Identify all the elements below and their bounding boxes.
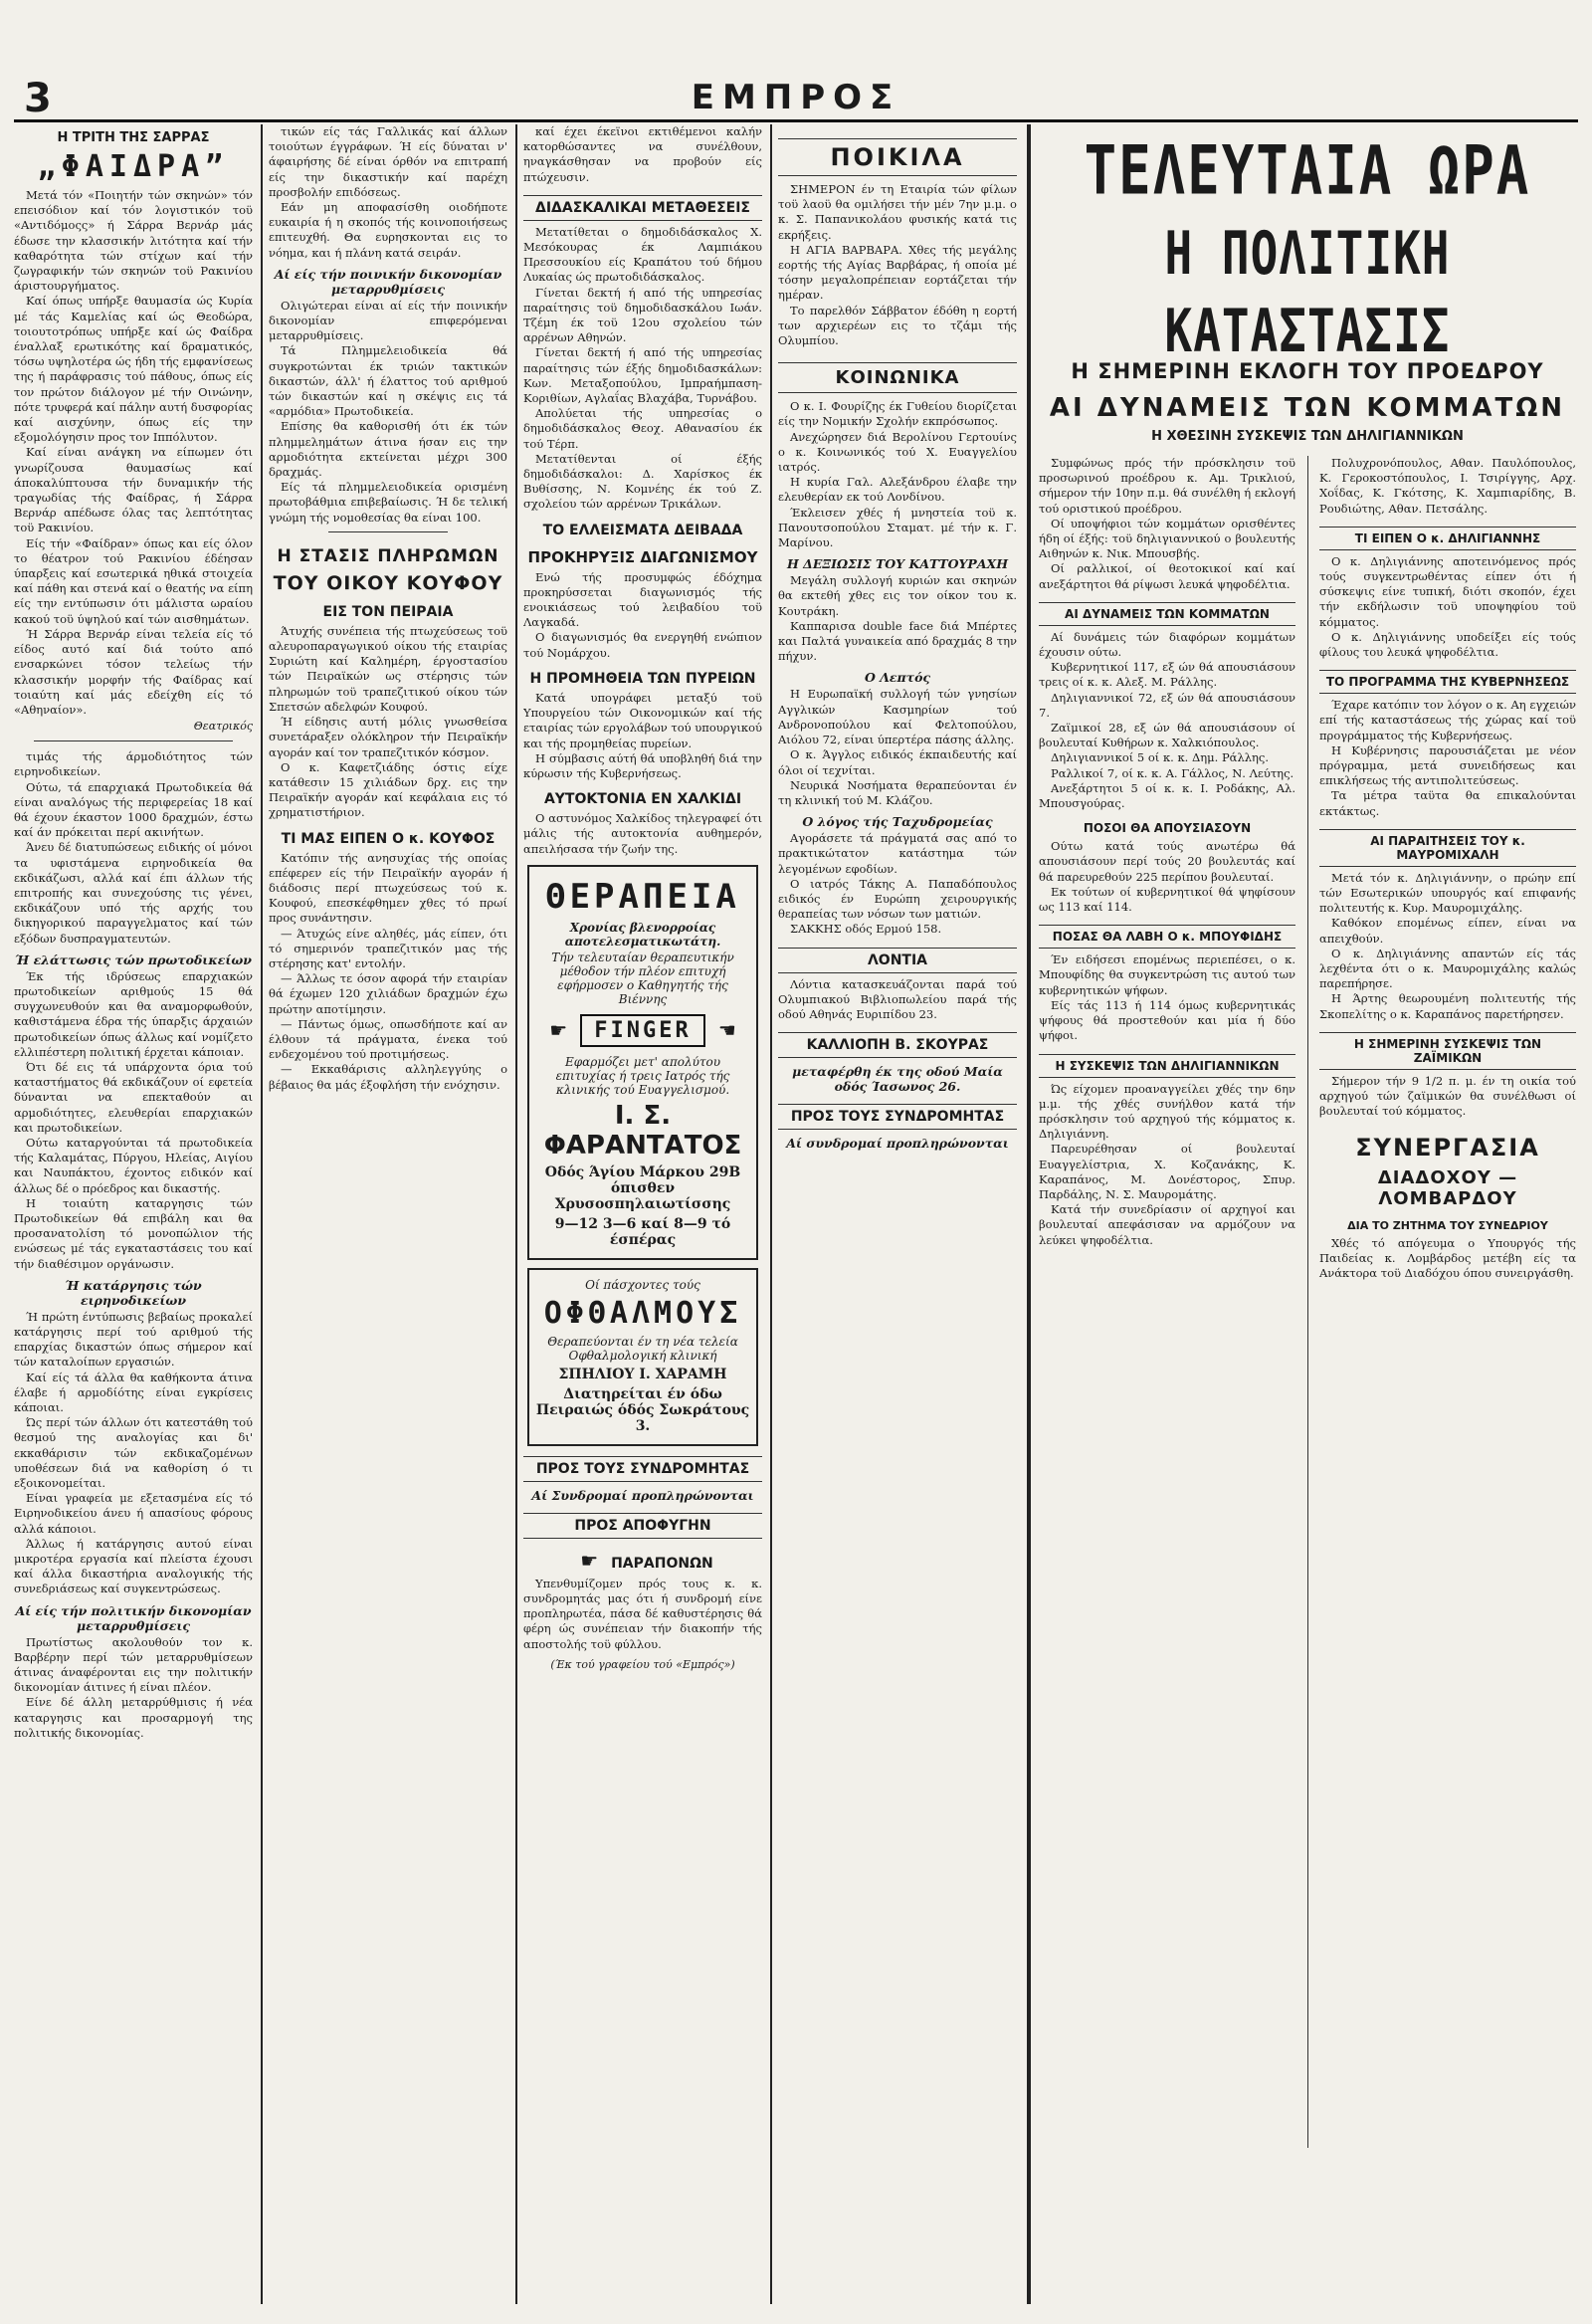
paragraph: Μετατίθεται ο δημοδιδάσκαλος Χ. Μεσόκουρας έκ Λαμπιάκου Πρεσσουκίου είς Κραπάτου τού δήμου Λυκαίας ώς πρωτοδιδάσκαλος. bbox=[523, 224, 762, 285]
paragraph: Δηλιγιαννικοί 5 οί κ. κ. Δημ. Ράλλης. bbox=[1051, 750, 1270, 765]
section-heading: ΑΙ ΠΑΡΑΙΤΗΣΕΙΣ ΤΟΥ κ. ΜΑΥΡΟΜΙΧΑΛΗ bbox=[1319, 829, 1576, 867]
ad-name: ΣΠΗΛΙΟΥ Ι. ΧΑΡΑΜΗ bbox=[558, 1366, 727, 1382]
paragraph: Ο κ. Καφετζιάδης όστις είχε κατάθεσιν 15 χιλιάδων δρχ. εις την Πειραϊκήν αγοράν καί κεφάλαια εις τό χρηματιστήριον. bbox=[269, 759, 507, 820]
section-heading: ΤΙ ΜΑΣ ΕΙΠΕΝ Ο κ. ΚΟΥΦΟΣ bbox=[281, 830, 496, 847]
column-rule-thick bbox=[1027, 124, 1031, 2304]
paragraph: Δηλιγιαννικοί 72, εξ ών θά απουσιάσουν 7. bbox=[1039, 690, 1295, 720]
paragraph: — Άλλως τε όσον αφορά τήν εταιρίαν θά έχωμεν 120 χιλιάδων δραχμών έχω πρώτην αποτίμησιν. bbox=[269, 971, 507, 1016]
paragraph: Κυβερνητικοί 117, εξ ών θά απουσιάσουν τρεις οί κ. κ. Αλεξ. Μ. Ράλλης. bbox=[1039, 660, 1295, 690]
column-3 bbox=[523, 124, 762, 2304]
paragraph: Η κυρία Γαλ. Αλεξάνδρου έλαβε την ελευθερίαν εκ τού Λονδίνου. bbox=[778, 475, 1017, 505]
section-heading: Η ΔΕΞΙΩΣΙΣ ΤΟΥ ΚΑΤΤΟΥΡΑΧΗ bbox=[786, 556, 1009, 572]
paragraph: Καθόκον επομένως είπεν, είναι να απειχθούν. bbox=[1319, 916, 1576, 946]
ad-text: Εφαρμόζει μετ' απολύτου επιτυχίας ή τρεις Ιατρός τής κλινικής τού Ευαγγελισμού. bbox=[555, 1054, 730, 1097]
paragraph: Τα μέτρα ταϋτα θα επικαλούνται εκτάκτως. bbox=[1319, 788, 1576, 818]
separator bbox=[34, 740, 233, 741]
paragraph: Ο κ. Δηλιγιάννης υποδείξει είς τούς φίλους του λευκά ψηφοδέλτια. bbox=[1319, 629, 1576, 660]
paragraph: Είς τά πλημμελειοδικεία ορισμένη πρωτοβάθμια επιβεβαίωσις. Ή δε τελική γνώμη τής νομοθεσίας θα είναι 100. bbox=[269, 480, 507, 525]
advertisement bbox=[527, 865, 758, 1260]
section-heading: Η ΣΗΜΕΡΙΝΗ ΣΥΣΚΕΨΙΣ ΤΩΝ ΖΑΪΜΙΚΩΝ bbox=[1319, 1032, 1576, 1070]
article-headline: ΤΟ ΕΛΛΕΙΣΜΑΤΑ ΔΕΙΒΑΔΑ bbox=[542, 522, 743, 538]
paragraph: Νευρικά Νοσήματα θεραπεύονται έν τη κλινική τού Μ. Κλάζου. bbox=[778, 777, 1017, 807]
notice-heading-text: ΠΑΡΑΠΟΝΩΝ bbox=[611, 1555, 713, 1572]
paragraph: Υπενθυμίζομεν πρός τους κ. κ. συνδρομητάς μας ότι ή συνδρομή είνε προπληρωτέα, πάσα δέ καθυστέρησις θά φέρη ώς συνέπειαν τήν διακοπήν τής αποστολής τοϋ φύλλου. bbox=[523, 1576, 762, 1651]
article-headline: Η ΠΡΟΜΗΘΕΙΑ ΤΩΝ ΠΥΡΕΙΩΝ bbox=[529, 670, 756, 687]
paragraph: Η Κυβέρνησις παρουσιάζεται με νέον πρόγραμμα, μετά συνειδήσεως και επικλήσεως τής αντιπολιτεύσεως. bbox=[1319, 742, 1576, 788]
section-heading: Αί είς τήν πολιτικήν δικονομίαν μεταρρυθμίσεις bbox=[15, 1602, 252, 1633]
paragraph: τικών είς τάς Γαλλικάς καί άλλων τοιούτων έγγράφων. Ή είς δύναται ν' άφαιρήσης δέ είναι όρθόν να επιτραπή είς την δικαστικήν καί παρέχη προσβολήν επιδόσεως. bbox=[269, 124, 507, 199]
paragraph: Ο κ. Δηλιγιάννης αποτεινόμενος πρός τούς συγκεντρωθέντας είπεν ότι ή σύσκεψις είνε τυπική, διότι σκοπόν, έχει τήν εκδήλωσιν τοϋ υποψηφίου τοϋ κόμματος. bbox=[1319, 553, 1576, 629]
paragraph: Άνευ δέ διατυπώσεως ειδικής οί μόνοι τα υφιστάμενα ειρηνοδικεία θα εκδικάζωσι, αλλά καί έπι άλλων τής επιτροπής και συνεχούσης τις γένει, εκδικάζουν υπό τής αρχής του δικηγορικού παραγγελματος καί τών εξόδων δυσπραγματευτών. bbox=[14, 840, 253, 946]
paragraph: Ο κ. Άγγλος ειδικός έκπαιδευτής καί όλοι οί τεχνίται. bbox=[778, 747, 1017, 777]
paragraph: Η Άρτης θεωρουμένη πολιτευτής τής Σκοπελίτης ο κ. Καραπάνος παρετήρησεν. bbox=[1319, 991, 1576, 1021]
notice-subheading: Αί Συνδρομαί προπληρώνονται bbox=[531, 1487, 754, 1503]
paragraph: Αί δυνάμεις τών διαφόρων κομμάτων έχουσιν ούτω. bbox=[1039, 629, 1295, 660]
paragraph: Παρευρέθησαν οί βουλευταί Ευαγγελίστρια, Χ. Κοζανάκης, Κ. Καραπάνος, Μ. Δονέστορος, Σπυρ. Παρδάλης, Ν. Σ. Μαυρομάτης. bbox=[1039, 1142, 1295, 1201]
sub-headline: Η ΧΘΕΣΙΝΗ ΣΥΣΚΕΨΙΣ ΤΩΝ ΔΗΛΙΓΙΑΝΝΙΚΩΝ bbox=[1151, 429, 1464, 444]
paragraph: Μετά τόν κ. Δηλιγιάννην, ο πρώην επί τών Εσωτερικών υπουργός καί επιφανής πολιτευτής κ. Κυρ. Μαυρομιχάλης. bbox=[1319, 870, 1576, 916]
paragraph: Ανεξάρτητοι 5 οί κ. κ. Ι. Ροδάκης, Αλ. Μπουσγούρας. bbox=[1039, 780, 1295, 811]
paragraph: — Πάντως όμως, οπωσδήποτε καί αν έλθουν τά πράγματα, ένεκα τού ενδεχομένου τού προτιμήσεως. bbox=[269, 1016, 507, 1062]
paper-name: ΕΜΠΡΟΣ bbox=[691, 78, 901, 117]
article-subheadline: ΔΙΑ ΤΟ ΖΗΤΗΜΑ ΤΟΥ ΣΥΝΕΔΡΙΟΥ bbox=[1347, 1218, 1548, 1232]
article-headline: ΠΡΟΚΗΡΥΞΙΣ ΔΙΑΓΩΝΙΣΜΟΥ bbox=[527, 547, 758, 566]
paragraph: — Άτυχώς είνε αληθές, μάς είπεν, ότι τό σημερινόν τραπεζιτικόν μας τής στέρησης κατ' εντολήν. bbox=[269, 926, 507, 970]
notice-heading: ΠΡΟΣ ΑΠΟΦΥΓΗΝ bbox=[523, 1513, 762, 1539]
paragraph: Τά Πλημμελειοδικεία θά συγκροτώνται έκ τριών τακτικών δικαστών, άλλ' ή έλαττος τού αριθμού τών δικαστών καί η σκέψις εις τά «αρμόδια» Πρωτοδικεία. bbox=[269, 343, 507, 419]
main-headline: Η ΠΟΛΙΤΙΚΗ ΚΑΤΑΣΤΑΣΙΣ bbox=[1164, 217, 1451, 366]
paragraph: Ανεχώρησεν διά Βερολίνου Γερτουίνς ο κ. Κοινωνικός τού Χ. Ευαγγελίου ιατρός. bbox=[778, 429, 1017, 475]
paragraph: Απολύεται τής υπηρεσίας ο δημοδιδάσκαλος Θεοχ. Αθανασίου έκ τού Τέρπ. bbox=[523, 406, 762, 451]
notice-heading bbox=[523, 1549, 762, 1573]
paragraph: — Εκκαθάρισις αλληλεγγύης ο βέβαιος θα μάς έξοφλήση τήν ενόχησιν. bbox=[269, 1062, 507, 1092]
paragraph: Ότι δέ εις τά υπάρχοντα όρια τού καταστήματος θά εκδικάζουν οί εφετεία δύνανται να επεκταθούν αι αρμοδιότητες, ελευθερίαι επαρχιακών και πρωτοδικείων. bbox=[14, 1059, 253, 1135]
paragraph: Πρωτίστως ακολουθούν τον κ. Βαρβέρην περί τών μεταρρυθμίσεων άτινας άναφέρονται εις την πολιτικήν δικονομίαν άιτινες ή είναι πλέον. bbox=[14, 1634, 253, 1695]
pointing-hand-icon: ☛ bbox=[580, 1548, 599, 1573]
article-title: „ΦΑΙΔΡΑ” bbox=[37, 149, 230, 184]
notice-subheading: Αί συνδρομαί προπληρώνονται bbox=[786, 1136, 1009, 1152]
paragraph: Είνε δέ άλλη μεταρρύθμισις ή νέα καταργησις και προσαρμογή της πολιτικής δικονομίας. bbox=[14, 1695, 253, 1740]
notice-heading: ΠΡΟΣ ΤΟΥΣ ΣΥΝΔΡΟΜΗΤΑΣ bbox=[523, 1456, 762, 1482]
paragraph: Ούτω, τά επαρχιακά Πρωτοδικεία θά είναι αναλόγως τής περιφερείας 18 καί θά έχουν έκαστον 1000 δραχμών, έστω καί άν πρόκειται περί ακινήτων. bbox=[14, 779, 253, 840]
pointing-hand-icon: ☛ bbox=[549, 1017, 568, 1042]
paragraph: Καί είναι ανάγκη να είπωμεν ότι γνωρίζουσα θαυμασίως καί άποκαλύπτουσα τήν δυναμικήν τής τραγωδίας τής Φαίδρας, ή Σάρρα Βερνάρ απέδωσε όλας τας λεπτότητας τοϋ Ρακινίου. bbox=[14, 445, 253, 535]
paragraph: Μετατίθενται οί έξής δημοδιδάσκαλοι: Δ. Χαρίσκος έκ Βυθίσσης, Ν. Κομνέης έκ τού Ζ. σχολείου τών αρρένων Τρικάλων. bbox=[523, 451, 762, 512]
column-1 bbox=[14, 124, 253, 2304]
column-4 bbox=[778, 124, 1017, 2304]
main-headline: ΤΕΛΕΥΤΑΙΑ ΩΡΑ bbox=[1084, 130, 1531, 210]
section-heading: Ο Λεπτός bbox=[864, 670, 931, 686]
paragraph: ΣΑΚΚΗΣ οδός Ερμού 158. bbox=[790, 922, 942, 937]
notice-source: (Έκ τού γραφείου τού «Εμπρός») bbox=[550, 1657, 735, 1671]
paragraph: Ο κ. Δηλιγιάννης απαντών είς τάς λεχθέντα ότι ο κ. Μαυρομιχάλης καλώς παρεπήρησε. bbox=[1319, 946, 1576, 991]
paragraph: Κατά τήν συνεδρίασιν οί αρχηγοί και βουλευταί απεφάσισαν να αρμόζουν να λεύκει ψηφοδέλτια. bbox=[1039, 1202, 1295, 1247]
sub-headline: Η ΣΗΜΕΡΙΝΗ ΕΚΛΟΓΗ ΤΟΥ ΠΡΟΕΔΡΟΥ bbox=[1071, 359, 1544, 383]
paragraph: Ο κ. Ι. Φουρίζης έκ Γυθείου διορίζεται είς την Νομικήν Σχολήν εκπρόσωπος. bbox=[778, 399, 1017, 429]
article-subheadline: ΕΙΣ ΤΟΝ ΠΕΙΡΑΙΑ bbox=[322, 603, 454, 620]
paragraph: Είναι γραφεία με εξετασμένα είς τό Ειρηνοδικείου άνευ ή απασίους φόρους αλλά κάποιοι. bbox=[14, 1491, 253, 1536]
paragraph: Ζαϊμικοί 28, εξ ών θά απουσιάσουν οί βουλευταί Κυθήρων κ. Χαλκιόπουλος. bbox=[1039, 721, 1295, 750]
paragraph: Κατόπιν τής ανησυχίας τής οποίας επέφερεν είς τήν Πειραϊκήν αγοράν ή διάδοσις περί πτωχεύσεως τού κ. Κουφού, επεσκέφθημεν χθες τό πρωί προς συνάντησιν. bbox=[269, 850, 507, 926]
section-heading: ΠΟΣΟΙ ΘΑ ΑΠΟΥΣΙΑΣΟΥΝ bbox=[1083, 821, 1252, 836]
section-title: ΚΟΙΝΩΝΙΚΑ bbox=[778, 362, 1017, 393]
paragraph: Οί υποψήφιοι τών κομμάτων ορισθέντες ήδη οί έξής: τοϋ δηλιγιαννικού ο βουλευτής Αιθηνών κ. Νικ. Μπουσβής. bbox=[1039, 516, 1295, 561]
ad-heading: ΛΟΝΤΙΑ bbox=[778, 948, 1017, 973]
notice-heading: ΠΡΟΣ ΤΟΥΣ ΣΥΝΔΡΟΜΗΤΑΣ bbox=[778, 1104, 1017, 1130]
article-kicker: Η ΤΡΙΤΗ ΤΗΣ ΣΑΡΡΑΣ bbox=[57, 130, 210, 145]
paragraph: Η ΑΓΙΑ ΒΑΡΒΑΡΑ. Χθες τής μεγάλης εορτής τής Αγίας Βαρβάρας, ή οποία μέ τόσην μεγαλοπρέπειαν εορτάζεται τήν ημέραν. bbox=[778, 242, 1017, 303]
ad-hours: 9—12 3—6 καί 8—9 τό έσπέρας bbox=[554, 1215, 731, 1248]
paragraph: Έκλεισεν χθές ή μνηστεία τοϋ κ. Πανουτσοπούλου Σταματ. μέ τήν κ. Γ. Μαρίνου. bbox=[778, 505, 1017, 550]
column-2 bbox=[269, 124, 507, 2304]
paragraph: Ραλλικοί 7, οί κ. κ. Α. Γάλλος, Ν. Λεύτης. bbox=[1051, 765, 1294, 780]
section-heading: ΠΟΣΑΣ ΘΑ ΛΑΒΗ Ο κ. ΜΠΟΥΦΙΔΗΣ bbox=[1039, 925, 1295, 949]
article-headline: ΔΙΑΔΟΧΟΥ — ΛΟΜΒΑΡΔΟΥ bbox=[1377, 1166, 1518, 1209]
paragraph: Γίνεται δεκτή ή από τής υπηρεσίας παραίτησις τών έξής δημοδιδασκάλων: Κων. Μεταξοπούλου, Ιμπραήμπαση-Κοριθίων, Αγλαΐας Βλαχάβα, Τυρνάβου. bbox=[523, 345, 762, 406]
masthead bbox=[14, 70, 1578, 122]
ad-pretitle: Οί πάσχοντες τούς bbox=[585, 1277, 700, 1292]
paragraph: Ο διαγωνισμός θα ενεργηθή ενώπιον τού Νομάρχου. bbox=[523, 630, 762, 660]
paragraph: Γίνεται δεκτή ή από τής υπηρεσίας παραίτησις τοϋ δημοδιδασκάλου Ιωάν. Τζέμη έκ τοϋ 12ου σχολείου τών αρρένων Αθηνών. bbox=[523, 285, 762, 345]
section-heading: Αί είς τήν ποινικήν δικονομίαν μεταρρυθμίσεις bbox=[274, 266, 502, 297]
ad-title: ΘΕΡΑΠΕΙΑ bbox=[545, 876, 740, 917]
paragraph: Μετά τόν «Ποιητήν τών σκηνών» τόν επεισόδιον καί τόν λογιστικόν τοϋ «Αντιδόμοςς» ή Σάρρα Βερνάρ μάς έδωσε την κλασσικήν λιτότητα καί τήν καθαρότητα τών στίχων καί τήν ζωγραφικήν τών σκηνών τοϋ Ρακινίου άριστουργήματος. bbox=[14, 188, 253, 294]
paragraph: Η τοιαύτη καταργησις τών Πρωτοδικείων θά επιβάλη και θα προσανατολίση τό μονοπώλιον τής ενώσεως μέ τάς εγκαταστάσεις του καί τήν διαθέσιμον οργάνωσιν. bbox=[14, 1195, 253, 1271]
paragraph: Σήμερον τήν 9 1/2 π. μ. έν τη οικία τού αρχηγού τών ζαϊμικών θα συνέλθωσι οί βουλευταί τού κόμματος. bbox=[1319, 1073, 1576, 1119]
article-headline: ΤΟΥ ΟΙΚΟΥ ΚΟΥΦΟΥ bbox=[273, 571, 503, 594]
ad-address: Διατηρείται έν όδω Πειραιώς όδός Σωκράτους 3. bbox=[535, 1385, 750, 1434]
ad-subtitle: Χρονίας βλενορροίας αποτελεσματικωτάτη. bbox=[564, 920, 721, 949]
paragraph: Ενώ τής προσυμφώς έδόχημα προκηρύσσεται διαγωνισμός τής ενοικιάσεως τού λειβαδίου τοϋ Λαγκαδά. bbox=[523, 569, 762, 630]
page-number: 3 bbox=[24, 76, 52, 121]
ad-title: ΟΦΘΑΛΜΟΥΣ bbox=[543, 1295, 742, 1331]
pointing-hand-icon: ☚ bbox=[717, 1017, 736, 1042]
article-headline: Η ΣΤΑΣΙΣ ΠΛΗΡΩΜΩΝ bbox=[277, 545, 499, 566]
ad-address: Οδός Άγίου Μάρκου 29Β όπισθεν Χρυσοσπηλαιωτίσσης bbox=[544, 1163, 741, 1212]
paragraph: Πολυχρονόπουλος, Αθαν. Παυλόπουλος, Κ. Γεροκοστόπουλος, Ι. Τσιρίγγης, Αρχ. Χοΐδας, Κ. Γκότσης, Κ. Χαμπιαρίδης, Β. Ρουδιώτης, Αθαν. Πετσάλης. bbox=[1319, 456, 1576, 516]
paragraph: Εκ τούτων οί κυβερνητικοί θά ψηφίσουν ως 113 καί 114. bbox=[1039, 884, 1295, 915]
paragraph: Είς τήν «Φαίδραν» όπως και είς όλον το θέατρον τού Ρακινίου έδέησαν ύπαρξεις καί εσωτερικά ηθικά στοιχεία καί πάθη και στενά καί ο θεατής να είπη είς την εντύπωσιν ότι μάλιστα ωραίου κακού τοϋ ύψηλού καί τών αισθημάτων. bbox=[14, 535, 253, 626]
article-headline: ΔΙΔΑΣΚΑΛΙΚΑΙ ΜΕΤΑΘΕΣΕΙΣ bbox=[523, 195, 762, 221]
section-heading: ΤΙ ΕΙΠΕΝ Ο κ. ΔΗΛΙΓΙΑΝΝΗΣ bbox=[1319, 527, 1576, 550]
paragraph: ΣΗΜΕΡΟΝ έν τη Εταιρία τών φίλων τοϋ λαοϋ θα ομιλήσει τήν μέν 7ην μ.μ. ο κ. Σ. Παπανικολάου φυσικής κατά τις εκρήξεις. bbox=[778, 182, 1017, 242]
paragraph: Η σύμβασις αύτή θά υποβληθή διά την κύρωσιν τής Κυβερνήσεως. bbox=[523, 750, 762, 780]
paragraph: Καί όπως υπήρξε θαυμασία ώς Κυρία μέ τάς Καμελίας καί ώς Θεοδώρα, τοιουτοτρόπως υπήρξε καί ώς Φαίδρα έναλλαξ ερωτικότης καί δραματικός, τόσω υψηλοτέρα ώς ήδη τής εμφανίσεως της ή παράφρασις τού πάθους, όπως είς τον πρώτον διάλογον μέ τήν Οινώνην, πότε τρυφερά καί πάλην αυτή δυσφορίας καί αισχύνην, όπως είς την εξομολόγησιν προς τον Ιππόλυτον. bbox=[14, 294, 253, 445]
column-rule bbox=[515, 124, 517, 2304]
section-heading: Η ΣΥΣΚΕΨΙΣ ΤΩΝ ΔΗΛΙΓΙΑΝΝΙΚΩΝ bbox=[1039, 1054, 1295, 1078]
paragraph: Οί ραλλικοί, οί θεοτοκικοί καί καί ανεξάρτητοι θά ρίψωσι λευκά ψηφοδέλτια. bbox=[1039, 561, 1295, 591]
article-signature: Θεατρικός bbox=[193, 720, 253, 734]
article-headline: ΑΥΤΟΚΤΟΝΙΑ ΕΝ ΧΑΛΚΙΔΙ bbox=[543, 791, 742, 808]
columns bbox=[14, 124, 1578, 2309]
sub-headline: ΑΙ ΔΥΝΑΜΕΙΣ ΤΩΝ ΚΟΜΜΑΤΩΝ bbox=[1049, 393, 1566, 423]
paragraph: Χθές τό απόγευμα ο Υπουργός τής Παιδείας κ. Λομβάρδος μετέβη είς τα Ανάκτορα τοϋ Διαδόχου όπου συνειργάσθη. bbox=[1319, 1235, 1576, 1280]
ad-subtitle: Θεραπεύονται έν τη νέα τελεία Οφθαλμολογική κλινική bbox=[547, 1334, 738, 1363]
column-rule bbox=[770, 124, 772, 2304]
paragraph: Άτυχής συνέπεια τής πτωχεύσεως τοϋ αλευροπαραγωγικού οίκου τής εταιρίας Συριώτη καί Καλημέρη, έργοστασίου τών Πειραϊκών ως στέρησις τών πληρωμών τοϋ τραπεζιτικού οίκου τών Σπετσών αδελφών Κουφού. bbox=[269, 623, 507, 714]
subcolumn-left bbox=[1039, 456, 1295, 1248]
paragraph: Αγοράσετε τά πράγματά σας από το πρακτικώτατον κατάστημα τών λεγομένων εφοδίων. bbox=[778, 831, 1017, 876]
column-rule bbox=[261, 124, 263, 2304]
paragraph: Κατά υπογράφει μεταξύ τοϋ Υπουργείου τών Οικονομικών καί τής εταιρίας τών εργολάβων τού υπουργικού και τής προμηθείας πυρείων. bbox=[523, 690, 762, 750]
paragraph: καί έχει έκεϊνοι εκτιθέμενοι καλήν κατορθώσαντες να συνέλθουν, ηναγκάσθησαν να προβούν είς πτώχευσιν. bbox=[523, 124, 762, 184]
paragraph: Καππαρισα double face διά Μπέρτες και Παλτά γυναικεία από δραχμάς 8 την πήχυν. bbox=[778, 618, 1017, 664]
ad-name: Ι. Σ. ΦΑΡΑΝΤΑΤΟΣ bbox=[543, 1100, 742, 1161]
paragraph: Ή Σάρρα Βερνάρ είναι τελεία είς τό είδος αυτό καί διά τούτο από ενσαρκώνει τόσον τελείως τήν κλασσικήν μορφήν τής Φαίδρας καί τοιαύτη καί μάς εδείχθη είς τό «Αθηναίον». bbox=[14, 626, 253, 717]
article-headline: ΣΥΝΕΡΓΑΣΙΑ bbox=[1355, 1133, 1540, 1162]
paragraph: Έν ειδήσεσι επομένως περιεπέσει, ο κ. Μπουφίδης θα συγκεντρώση τις αυτού των κυβερνητικών ψήφων. bbox=[1039, 952, 1295, 997]
section-heading: ΤΟ ΠΡΟΓΡΑΜΜΑ ΤΗΣ ΚΥΒΕΡΝΗΣΕΩΣ bbox=[1319, 670, 1576, 694]
paragraph: Έκ τής ιδρύσεως επαρχιακών πρωτοδικείων αριθμούς 15 θά συγχωνευθούν και θα αναμορφωθούν, καθιστάμενα έδρα τής ύπαρξις άρχαιών πρωτοδικείων όπως άλλως καί νομίζετο ελλιπέστερη πολιτική έρχεται κάποιαν. bbox=[14, 968, 253, 1059]
paragraph: Μεγάλη συλλογή κυριών και σκηνών θα εκτεθή χθες εις τον οίκον του κ. Κουτράκη. bbox=[778, 573, 1017, 618]
paragraph: Ή πρώτη έντύπωσις βεβαίως προκαλεί κατάργησις περί τού αριθμού τής επαρχίας δικαστών όπως σήμερον καί τών καταλοίπων εργασιών. bbox=[14, 1309, 253, 1370]
ad-heading: ΚΑΛΛΙΟΠΗ Β. ΣΚΟΥΡΑΣ bbox=[778, 1032, 1017, 1058]
paragraph: Η Ευρωπαϊκή συλλογή τών γνησίων Αγγλικών Κασμηρίων τού Ανδρονοπούλου καί Φελτοπούλου, Αιόλου 72, είναι ύπερτέρα πάσης άλλης. bbox=[778, 687, 1017, 747]
section-title: ΠΟΙΚΙΛΑ bbox=[778, 138, 1017, 176]
section-heading: Ο λόγος τής Ταχυδρομείας bbox=[802, 814, 993, 830]
paragraph: Ο ιατρός Τάκης Α. Παπαδόπουλος ειδικός έν Ευρώπη χειρουργικής θεραπείας των νόσων των ματιών. bbox=[778, 876, 1017, 922]
ad-subheading: μεταφέρθη έκ της οδού Μαία οδός Ίασωνος 26. bbox=[792, 1064, 1003, 1095]
paragraph: Ώς είχομεν προαναγγείλει χθές την 6ην μ.μ. τής χθές συνήλθον κατά τήν πρόσκλησιν τού αρχηγού τής κόμματος κ. Δηλιγιάννη. bbox=[1039, 1081, 1295, 1142]
ad-highlight: FINGER bbox=[580, 1014, 704, 1047]
paragraph: Λόντια κατασκευάζονται παρά τού Ολυμπιακού Βιβλιοπωλείου παρά τής οδού Αθηνάς Ευριπίδου 23. bbox=[778, 976, 1017, 1021]
subcolumn-rule bbox=[1307, 456, 1308, 2148]
paragraph: Ο αστυνόμος Χαλκίδος τηλεγραφεί ότι μάλις τής αυτοκτονία αυθημερόν, απειλήσασα τήν ζωήν της. bbox=[523, 811, 762, 856]
column-5-last-hour bbox=[1039, 124, 1576, 2304]
paragraph: Ούτω κατά τούς ανωτέρω θά απουσιάσουν περί τούς 20 βουλευτάς καί θά παρευρεθούν 225 περίπου βουλευταί. bbox=[1039, 839, 1295, 884]
paragraph: τιμάς τής άρμοδιότητος τών ειρηνοδικείων. bbox=[14, 749, 253, 779]
paragraph: Έχαρε κατόπιν τον λόγον ο κ. Αη εγχειών επί τής καταστάσεως τής χώρας καί τοϋ προγράμματος τής Κυβερνήσεως. bbox=[1319, 698, 1576, 742]
paragraph: Επίσης θα καθορισθή ότι έκ τών πλημμελημάτων άτινα ήσαν εις την αρμοδιότητα εκτείνεται μέχρι 300 δραχμάς. bbox=[269, 419, 507, 480]
section-heading: Ή κατάργησις τών ειρηνοδικείων bbox=[65, 1277, 202, 1308]
ad-text: Τήν τελευταίαν θεραπευτικήν μέθοδον τήν πλέον επιτυχή εφήρμοσεν ο Καθηγητής τής Βιέννης bbox=[551, 950, 734, 1006]
paragraph: Ή είδησις αυτή μόλις γνωσθείσα συνετάραξεν ολόκληρον τήν Πειραϊκήν αγοράν καί τον τραπεζιτικόν κόσμον. bbox=[269, 715, 507, 759]
paragraph: Συμφώνως πρός τήν πρόσκλησιν τοϋ προσωρινού προέδρου κ. Αμ. Τρικλιού, σήμερον τήν 10ην π.μ. θά συνέλθη ή εκλογή τού οριστικού προέδρου. bbox=[1039, 456, 1295, 516]
section-heading: ΑΙ ΔΥΝΑΜΕΙΣ ΤΩΝ ΚΟΜΜΑΤΩΝ bbox=[1039, 602, 1295, 626]
paragraph: Καί είς τά άλλα θα καθήκοντα άτινα έλαβε ή αρμοδίότης είναι εγκρίσεις κάποιαι. bbox=[14, 1370, 253, 1415]
paragraph: Ώς περί τών άλλων ότι κατεστάθη τού θεσμού της αναλογίας και δι' εκκαθάρισιν τών εκδικαζομένων υποθέσεων διά να καθορίση ό τι εξοικονομείται. bbox=[14, 1415, 253, 1491]
paragraph: Ολιγώτεραι είναι αί είς τήν ποινικήν δικονομίαν επιφερόμεναι μεταρρυθμίσεις. bbox=[269, 298, 507, 343]
subcolumn-right bbox=[1319, 456, 1576, 1281]
separator bbox=[328, 531, 448, 532]
advertisement bbox=[527, 1268, 758, 1446]
paragraph: Εάν μη αποφασίσθη οιοδήποτε ευκαιρία ή η σκοπός τής κοινοποιήσεως επιτευχθή. Θα ευρησκονται εις το νόημα, και ή πλάνη κατά σειράν. bbox=[269, 200, 507, 260]
paragraph: Ούτω καταργούνται τά πρωτοδικεία τής Καλαμάτας, Πύργου, Ηλείας, Αιγίου και Ναυπάκτου, έχοντος ειδικόν καί άλλως δέ ο πρόεδρος και δικαστής. bbox=[14, 1135, 253, 1195]
section-heading: Ή ελάττωσις τών πρωτοδικείων bbox=[15, 951, 252, 967]
paragraph: Είς τάς 113 ή 114 όμως κυβερνητικάς ψήφους θά προστεθούν και μία ή δύο ψήφοι. bbox=[1039, 997, 1295, 1043]
paragraph: Άλλως ή κατάργησις αυτού είναι μικροτέρα εργασία καί πλείστα έχουσι καί άλλα δικαστήρια αναλογικής τής συνεδριάσεως καί συγκεντρώσεως. bbox=[14, 1536, 253, 1596]
paragraph: Το παρελθόν Σάββατον έδόθη η εορτή των αρχιερέων εις το τζάμι τής Ολυμπίου. bbox=[778, 303, 1017, 348]
